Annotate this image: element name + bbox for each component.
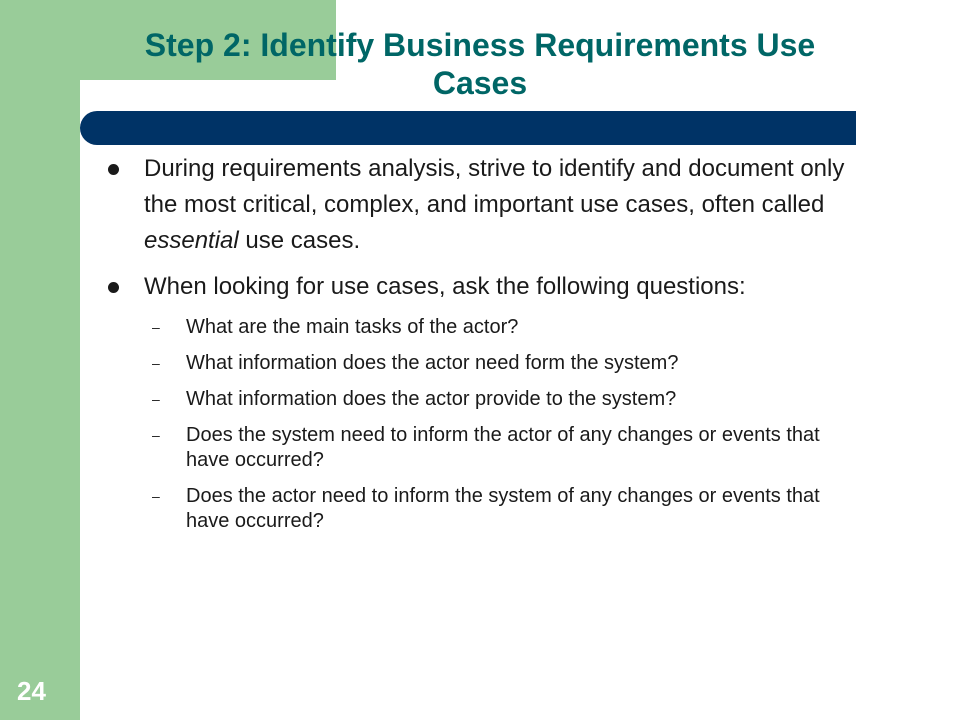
slide-body: [106, 151, 866, 545]
title-divider-bar: [80, 111, 856, 145]
sub-bullet-text: What information does the actor provide to the system?: [186, 388, 677, 410]
bullet-item: [106, 151, 866, 259]
bullet-text: When looking for use cases, ask the following questions:: [144, 273, 746, 300]
slide-title: [80, 26, 880, 102]
sub-bullet-item: [106, 387, 866, 412]
sub-bullet-text: Does the actor need to inform the system of any changes or events that have occurred?: [186, 485, 820, 532]
sub-bullet-text: What information does the actor need form the system?: [186, 352, 679, 374]
bullet-dot-icon: [108, 164, 119, 175]
dash-icon: –: [152, 355, 160, 371]
title-line-2: Cases: [432, 65, 528, 101]
dash-icon: –: [152, 488, 160, 504]
dash-icon: –: [152, 319, 160, 335]
sub-bullet-text: What are the main tasks of the actor?: [186, 316, 519, 338]
dash-icon: –: [152, 427, 160, 443]
sub-bullet-item: [106, 351, 866, 376]
sub-bullet-item: [106, 315, 866, 340]
sub-bullet-item: [106, 423, 866, 473]
dash-icon: –: [152, 391, 160, 407]
sub-bullet-text: Does the system need to inform the actor of any changes or events that have occurred?: [186, 424, 820, 471]
title-line-1: Step 2: Identify Business Requirements Use: [144, 27, 816, 63]
sidebar-accent: [0, 0, 80, 720]
bullet-text: During requirements analysis, strive to identify and document only the most critical, complex, and important use cases, often called essential use cases.: [144, 155, 845, 254]
bullet-dot-icon: [108, 282, 119, 293]
page-number: 24: [17, 676, 46, 706]
emphasis-text: essential: [144, 227, 239, 254]
bullet-item: [106, 269, 866, 305]
sub-bullet-list: [106, 315, 866, 534]
sub-bullet-item: [106, 484, 866, 534]
